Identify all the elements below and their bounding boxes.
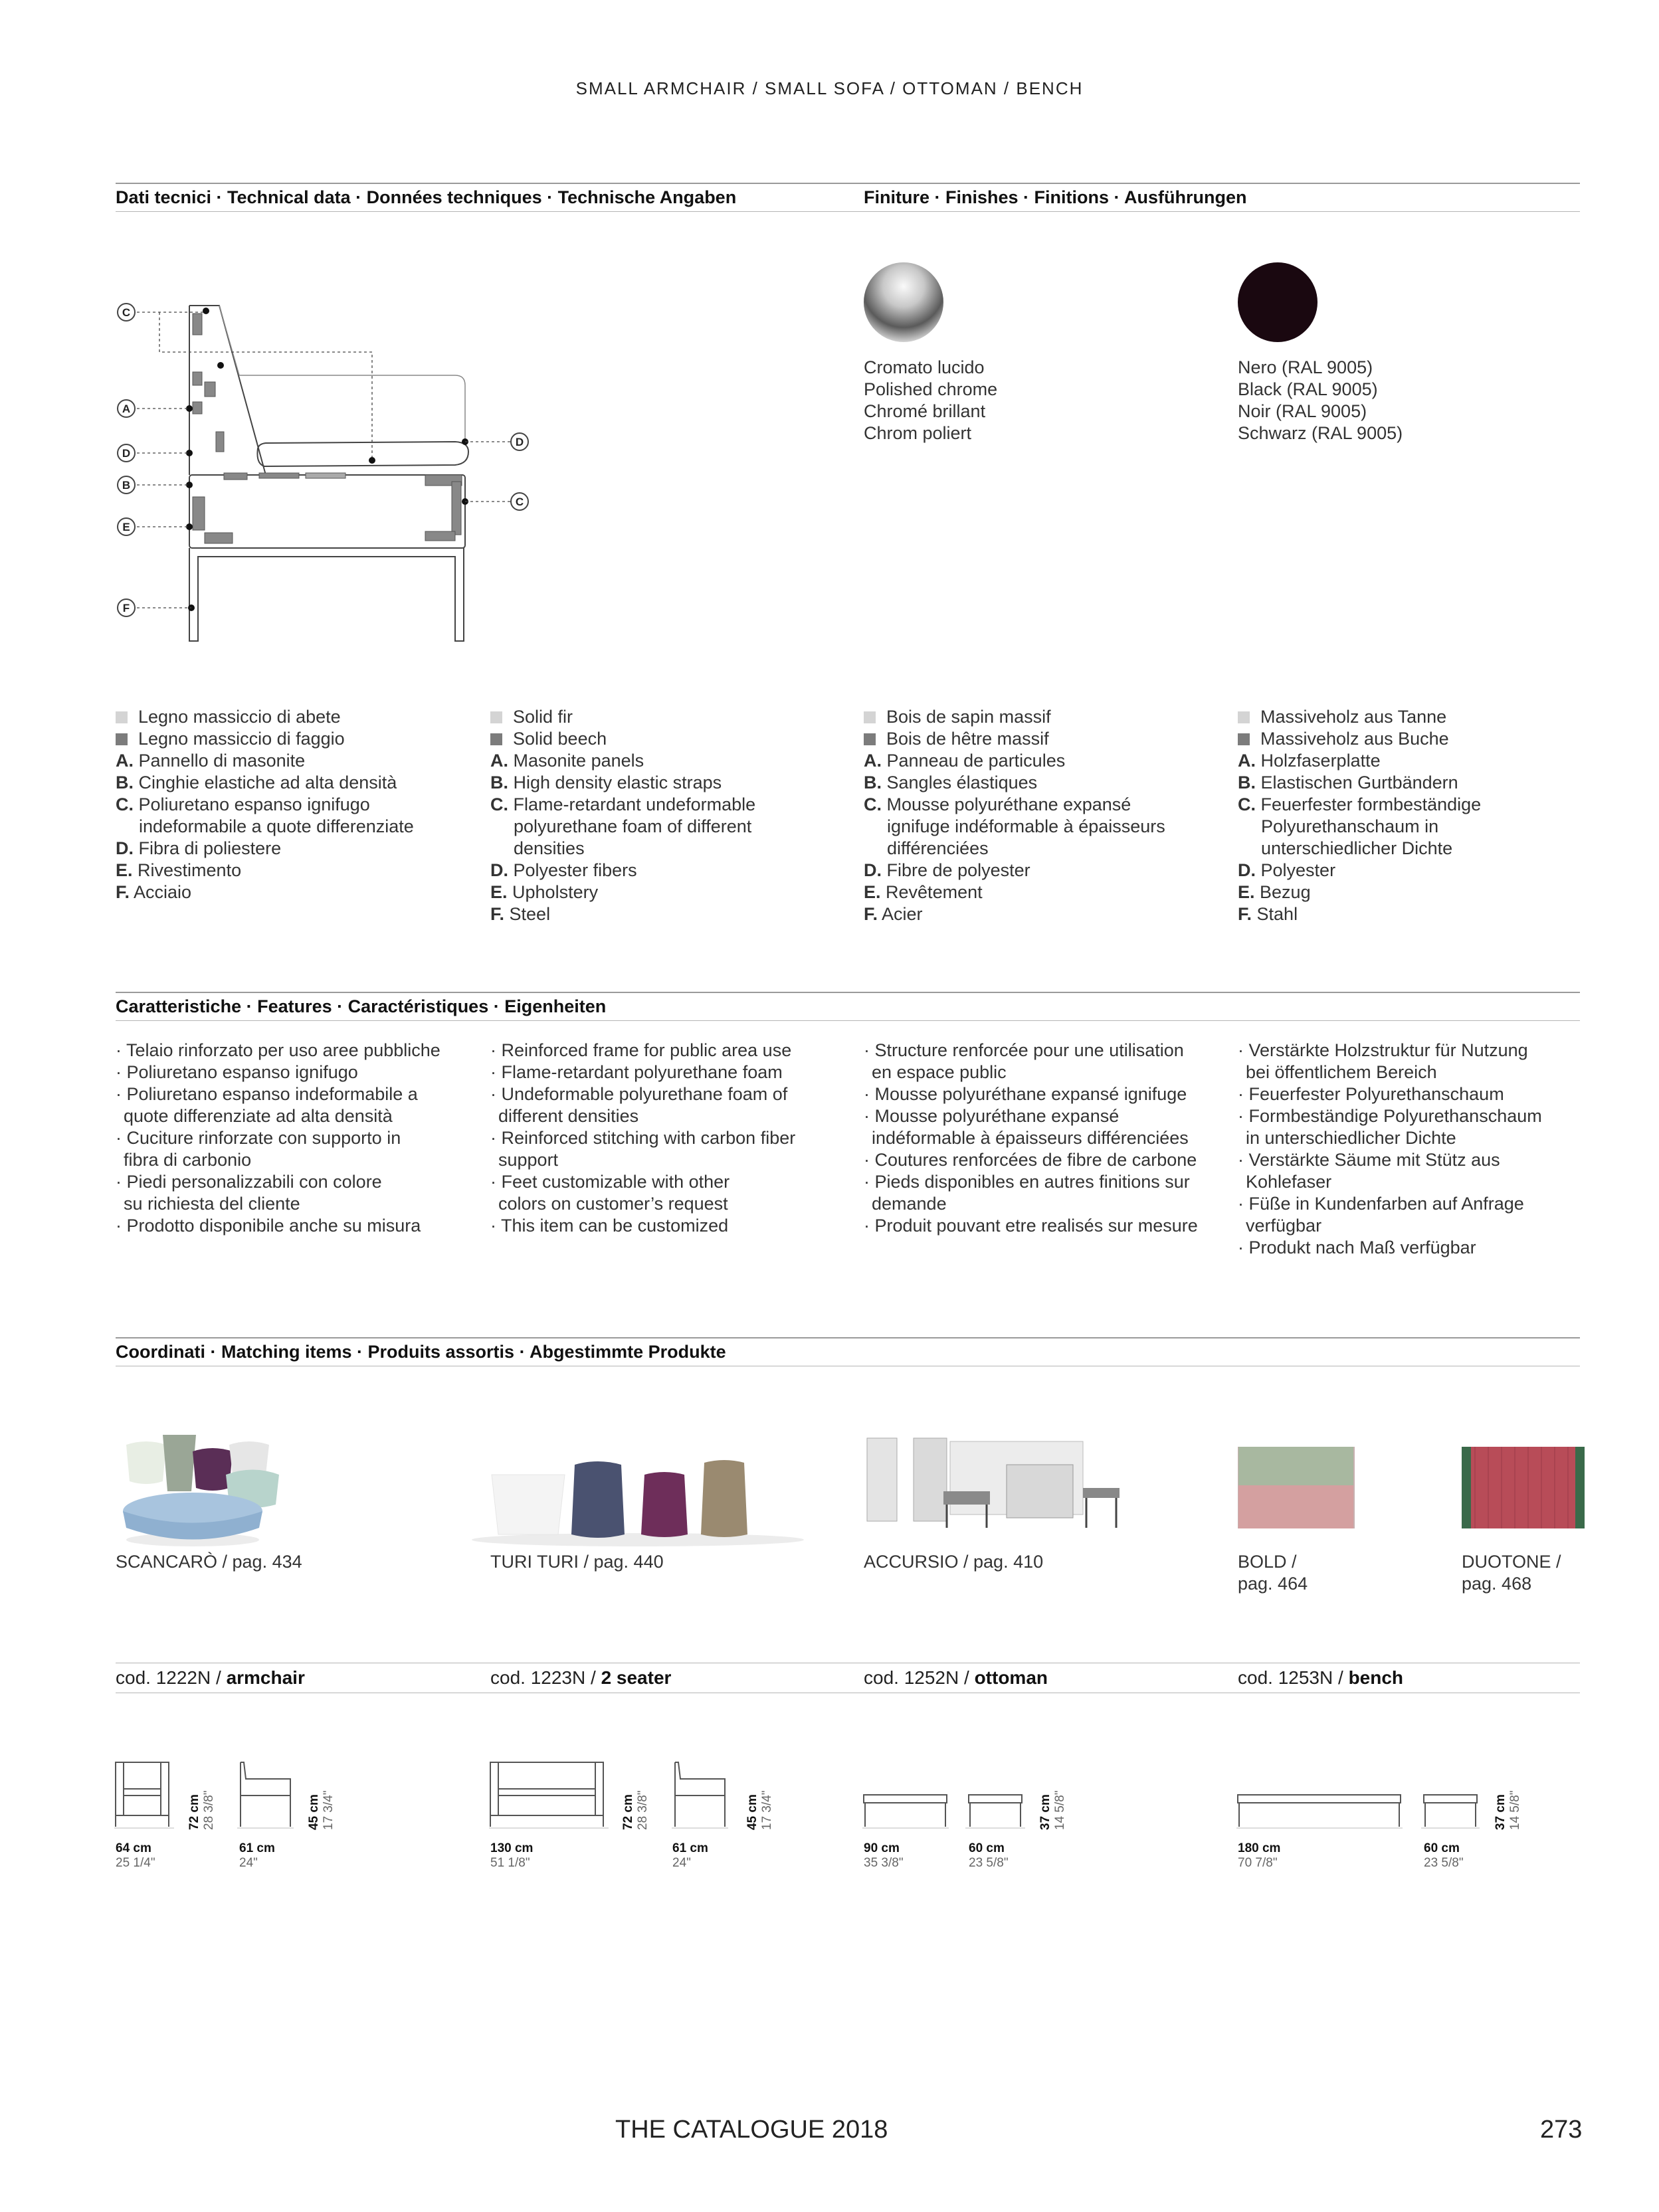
matching-scancaro-label[interactable]: SCANCARÒ / pag. 434 (116, 1552, 302, 1572)
product-bench-code: cod. 1253N / bench (1238, 1667, 1404, 1688)
matching-accursio-label[interactable]: ACCURSIO / pag. 410 (864, 1552, 1044, 1572)
armchair-width: 64 cm 25 1/4" (116, 1841, 155, 1870)
sofa-side-height: 45 cm 17 3/4" (745, 1790, 774, 1830)
bold-rug-image (1238, 1447, 1357, 1533)
features-de: · Verstärkte Holzstruktur für Nutzung bei öffentlichem Bereich · Feuerfester Polyurethanschaum · Formbeständige Polyurethanschaum in unterschiedlicher Dichte · Verstärkte Säume mit Stütz aus Kohlefaser · Füße in Kundenfarben auf Anfrage verfügbar · Produkt nach Maß verfügbar (1238, 1040, 1542, 1257)
product-armchair-code: cod. 1222N / armchair (116, 1667, 305, 1688)
matching-duotone-label[interactable]: DUOTONE / pag. 468 (1462, 1552, 1561, 1594)
materials-fr: Bois de sapin massif Bois de hêtre massif A. Panneau de particules B. Sangles élastiques C. Mousse polyuréthane expansé ignifuge indéformable à épaisseurs différenciées D. Fibre de polyester E. Revêtement F. Acier (864, 707, 1165, 924)
bench-width: 180 cm 70 7/8" (1238, 1841, 1281, 1870)
black-swatch (1238, 262, 1317, 342)
finishes-heading: Finiture · Finishes · Finitions · Ausführungen (864, 187, 1247, 207)
sofa-width: 130 cm 51 1/8" (490, 1841, 534, 1870)
ottoman-depth: 60 cm 23 5/8" (969, 1841, 1009, 1870)
armchair-drawings (114, 1759, 420, 1832)
callout-b: B (122, 479, 131, 492)
armchair-side-height: 45 cm 17 3/4" (307, 1790, 336, 1830)
features-fr: · Structure renforcée pour une utilisation en espace public · Mousse polyuréthane expansé ignifuge · Mousse polyuréthane expansé indéformable à épaisseurs différenciées · Coutures renforcées de fibre de carbone · Pieds disponibles en autres finitions sur demande · Produit pouvant etre realisés sur mesure (864, 1040, 1198, 1236)
turi-turi-image (458, 1448, 804, 1548)
page-header: SMALL ARMCHAIR / SMALL SOFA / OTTOMAN / BENCH (575, 78, 1084, 98)
materials-de: Massiveholz aus Tanne Massiveholz aus Buche A. Holzfaserplatte B. Elastischen Gurtbändern C. Feuerfester formbeständige Polyurethanschaum in unterschiedlicher Dichte D. Polyester E. Bezug F. Stahl (1238, 707, 1482, 924)
callout-a: A (122, 403, 131, 415)
ottoman-drawings (862, 1787, 1035, 1833)
scancaro-image (120, 1428, 332, 1548)
product-2seater-code: cod. 1223N / 2 seater (490, 1667, 672, 1688)
duotone-rug-image (1462, 1447, 1588, 1533)
callout-d: D (122, 447, 131, 460)
divider (116, 1337, 1580, 1338)
ottoman-height: 37 cm 14 5/8" (1038, 1790, 1067, 1830)
sofa-front-height: 72 cm 28 3/8" (621, 1790, 650, 1830)
divider (116, 992, 1580, 993)
technical-data-heading: Dati tecnici · Technical data · Données techniques · Technische Angaben (116, 187, 737, 207)
product-ottoman-code: cod. 1252N / ottoman (864, 1667, 1048, 1688)
sofa-depth: 61 cm 24" (672, 1841, 708, 1870)
callout-c: C (122, 306, 131, 319)
armchair-depth: 61 cm 24" (239, 1841, 275, 1870)
bench-height: 37 cm 14 5/8" (1494, 1790, 1522, 1830)
chrome-swatch (864, 262, 943, 342)
finish-chrome-text: Cromato lucido Polished chrome Chromé brillant Chrom poliert (864, 357, 998, 443)
divider (116, 1020, 1580, 1021)
technical-drawing (106, 286, 558, 658)
callout-c-right: C (515, 496, 524, 508)
ottoman-width: 90 cm 35 3/8" (864, 1841, 904, 1870)
materials-en: Solid fir Solid beech A. Masonite panels B. High density elastic straps C. Flame-retardant undeformable polyurethane foam of different densities D. Polyester fibers E. Upholstery F. Steel (490, 707, 756, 924)
divider (116, 211, 1580, 212)
bench-drawings (1236, 1787, 1515, 1833)
matching-heading: Coordinati · Matching items · Produits assortis · Abgestimmte Produkte (116, 1342, 726, 1362)
catalogue-title: THE CATALOGUE 2018 (615, 2116, 888, 2144)
armchair-front-height: 72 cm 28 3/8" (187, 1790, 216, 1830)
features-en: · Reinforced frame for public area use · Flame-retardant polyurethane foam · Undeformable polyurethane foam of different densities · Reinforced stitching with carbon fiber support · Feet customizable with other colors on customer’s request · This item can be customized (490, 1040, 796, 1236)
materials-it: Legno massiccio di abete Legno massiccio di faggio A. Pannello di masonite B. Cinghie elastiche ad alta densità C. Poliuretano espanso ignifugo indeformabile a quote differenziate D. Fibra di poliestere E. Rivestimento F. Acciaio (116, 707, 414, 902)
finish-black-text: Nero (RAL 9005) Black (RAL 9005) Noir (RAL 9005) Schwarz (RAL 9005) (1238, 357, 1403, 443)
bench-depth: 60 cm 23 5/8" (1424, 1841, 1464, 1870)
callout-e: E (122, 521, 130, 533)
matching-turi-turi-label[interactable]: TURI TURI / pag. 440 (490, 1552, 664, 1572)
callout-d-right: D (515, 436, 524, 448)
divider (116, 183, 1580, 184)
features-it: · Telaio rinforzato per uso aree pubbliche · Poliuretano espanso ignifugo · Poliuretano espanso indeformabile a quote differenziate ad alta densità · Cuciture rinforzate con supporto in fibra di carbonio · Piedi personalizzabili con colore su richiesta del cliente · Prodotto disponibile anche su misura (116, 1040, 440, 1236)
features-heading: Caratteristiche · Features · Caractéristiques · Eigenheiten (116, 996, 607, 1016)
callout-f: F (122, 602, 130, 614)
page-number: 273 (1540, 2116, 1583, 2144)
matching-bold-label[interactable]: BOLD / pag. 464 (1238, 1552, 1308, 1594)
accursio-image (864, 1435, 1129, 1534)
